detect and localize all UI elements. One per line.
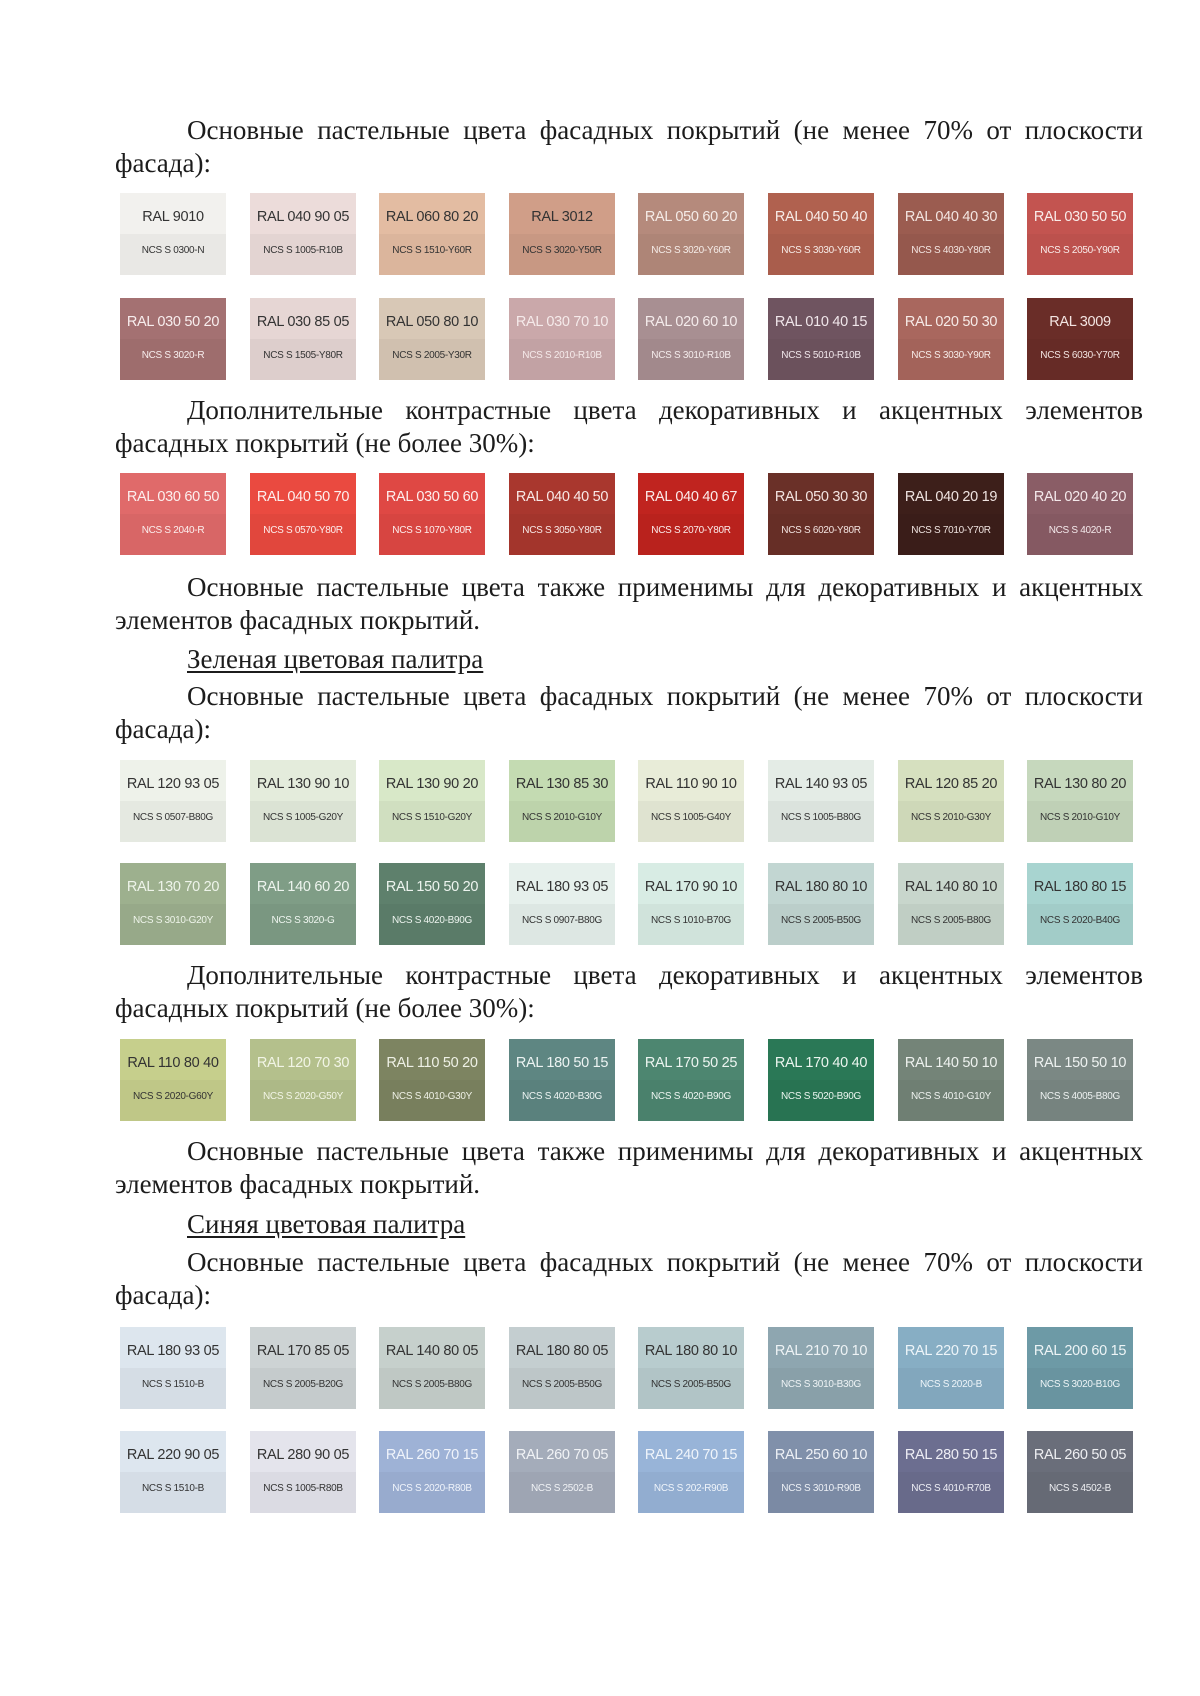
swatch-ncs-code: NCS S 6030-Y70R [1040,350,1120,361]
color-swatch [898,863,1004,945]
color-swatch [1027,1431,1133,1513]
swatch-ral-code: RAL 040 40 30 [904,209,998,225]
swatch-ral-code: RAL 180 93 05 [515,879,609,895]
swatch-ncs-code: NCS S 2020-B40G [1040,915,1120,926]
swatch-ral-code: RAL 050 60 20 [644,209,738,225]
swatch-row [120,298,1140,380]
swatch-ral-code: RAL 050 80 10 [385,314,479,330]
color-swatch [898,1327,1004,1409]
swatch-ral-code: RAL 030 50 50 [1033,209,1127,225]
swatch-ncs-code: NCS S 2020-G60Y [133,1091,213,1102]
swatch-ncs-code: NCS S 2050-Y90R [1040,245,1120,256]
swatch-ral-code: RAL 110 90 10 [645,776,737,792]
swatch-ncs-code: NCS S 2070-Y80R [651,525,731,536]
swatch-ral-code: RAL 9010 [142,209,204,225]
color-swatch [638,1327,744,1409]
color-swatch [379,1431,485,1513]
color-swatch [509,298,615,380]
swatch-ral-code: RAL 020 40 20 [1033,489,1127,505]
swatch-ral-code: RAL 120 93 05 [126,776,220,792]
color-swatch [379,473,485,555]
color-swatch [250,1327,356,1409]
color-swatch [768,298,874,380]
swatch-ncs-code: NCS S 4010-G10Y [911,1091,991,1102]
swatch-ncs-code: NCS S 1510-B [142,1483,204,1494]
swatch-ncs-code: NCS S 2005-B50G [781,915,861,926]
heading-blue-palette: Синяя цветовая палитра [187,1209,466,1239]
swatch-ral-code: RAL 240 70 15 [644,1447,738,1463]
swatch-ral-code: RAL 020 60 10 [644,314,738,330]
swatch-ral-code: RAL 130 80 20 [1033,776,1127,792]
color-swatch [898,473,1004,555]
swatch-ral-code: RAL 180 93 05 [126,1343,220,1359]
color-swatch [768,1039,874,1121]
swatch-ral-code: RAL 280 90 05 [256,1447,350,1463]
swatch-row [120,863,1140,945]
swatch-ncs-code: NCS S 1005-G40Y [651,812,731,823]
swatch-ral-code: RAL 170 85 05 [256,1343,350,1359]
swatch-ral-code: RAL 210 70 10 [774,1343,868,1359]
color-swatch [250,1039,356,1121]
swatch-ral-code: RAL 050 30 30 [774,489,868,505]
color-swatch [509,1327,615,1409]
color-swatch [509,863,615,945]
swatch-ral-code: RAL 040 90 05 [256,209,350,225]
swatch-ncs-code: NCS S 3010-R90B [781,1483,861,1494]
swatch-ral-code: RAL 170 50 25 [644,1055,738,1071]
swatch-ncs-code: NCS S 3050-Y80R [522,525,602,536]
swatch-ral-code: RAL 180 80 15 [1033,879,1127,895]
swatch-ral-code: RAL 040 40 67 [644,489,738,505]
swatch-ral-code: RAL 030 50 20 [126,314,220,330]
swatch-ncs-code: NCS S 5020-B90G [781,1091,861,1102]
swatch-ral-code: RAL 130 70 20 [126,879,220,895]
swatch-ral-code: RAL 040 40 50 [515,489,609,505]
swatch-ncs-code: NCS S 0300-N [141,245,205,256]
color-swatch [250,863,356,945]
paragraph-green-extra: Дополнительные контрастные цвета декоративных и акцентных элементов фасадных покрытий (не более 30%): [115,960,1143,1023]
color-swatch [768,1327,874,1409]
swatch-ral-code: RAL 140 80 05 [385,1343,479,1359]
color-swatch [638,193,744,275]
paragraph-red-main: Основные пастельные цвета фасадных покрытий (не менее 70% от плоскости фасада): [115,115,1143,178]
swatch-ral-code: RAL 120 85 20 [904,776,998,792]
swatch-ncs-code: NCS S 2005-B50G [522,1379,602,1390]
swatch-ncs-code: NCS S 2020-G50Y [263,1091,343,1102]
color-swatch [898,193,1004,275]
color-swatch [768,193,874,275]
swatch-ral-code: RAL 180 80 10 [774,879,868,895]
swatch-ral-code: RAL 3009 [1049,314,1111,330]
color-swatch [250,298,356,380]
swatch-ral-code: RAL 170 40 40 [774,1055,868,1071]
swatch-ral-code: RAL 200 60 15 [1033,1343,1127,1359]
color-swatch [250,760,356,842]
swatch-ncs-code: NCS S 2010-G10Y [1040,812,1120,823]
swatch-ncs-code: NCS S 2005-Y30R [392,350,472,361]
swatch-ncs-code: NCS S 4020-B90G [392,915,472,926]
swatch-ncs-code: NCS S 4010-G30Y [392,1091,472,1102]
color-swatch [379,760,485,842]
swatch-ncs-code: NCS S 3020-R [141,350,205,361]
swatch-ncs-code: NCS S 4020-B90G [651,1091,731,1102]
color-swatch [638,1431,744,1513]
swatch-ral-code: RAL 140 93 05 [774,776,868,792]
swatch-ncs-code: NCS S 2040-R [141,525,205,536]
swatch-ncs-code: NCS S 1005-G20Y [263,812,343,823]
swatch-ral-code: RAL 140 50 10 [904,1055,998,1071]
color-swatch [379,1039,485,1121]
swatch-ncs-code: NCS S 1005-B80G [781,812,861,823]
swatch-row [120,1327,1140,1409]
swatch-ral-code: RAL 130 90 10 [256,776,350,792]
color-swatch [638,1039,744,1121]
swatch-ral-code: RAL 030 70 10 [515,314,609,330]
swatch-ncs-code: NCS S 2010-G10Y [522,812,602,823]
swatch-ral-code: RAL 170 90 10 [644,879,738,895]
swatch-row [120,1431,1140,1513]
swatch-ral-code: RAL 180 80 05 [515,1343,609,1359]
swatch-ral-code: RAL 180 80 10 [644,1343,738,1359]
swatch-ncs-code: NCS S 2005-B80G [911,915,991,926]
color-swatch [638,298,744,380]
color-swatch [898,1431,1004,1513]
color-swatch [250,473,356,555]
swatch-ncs-code: NCS S 3010-G20Y [133,915,213,926]
swatch-ncs-code: NCS S 3020-Y60R [651,245,731,256]
paragraph-blue-main: Основные пастельные цвета фасадных покрытий (не менее 70% от плоскости фасада): [115,1247,1143,1310]
color-swatch [768,863,874,945]
color-swatch [1027,1039,1133,1121]
swatch-ncs-code: NCS S 4005-B80G [1040,1091,1120,1102]
swatch-row [120,473,1140,555]
swatch-ncs-code: NCS S 2020-R80B [392,1483,472,1494]
swatch-ncs-code: NCS S 1510-B [142,1379,204,1390]
swatch-ral-code: RAL 220 70 15 [904,1343,998,1359]
swatch-ncs-code: NCS S 5010-R10B [781,350,861,361]
color-swatch [638,760,744,842]
swatch-ncs-code: NCS S 3010-B30G [781,1379,861,1390]
color-swatch [1027,193,1133,275]
swatch-ncs-code: NCS S 2502-B [531,1483,593,1494]
swatch-ncs-code: NCS S 3020-B10G [1040,1379,1120,1390]
paragraph-green-main: Основные пастельные цвета фасадных покрытий (не менее 70% от плоскости фасада): [115,681,1143,744]
swatch-ncs-code: NCS S 1070-Y80R [392,525,472,536]
color-swatch [379,1327,485,1409]
swatch-ral-code: RAL 020 50 30 [904,314,998,330]
swatch-ncs-code: NCS S 7010-Y70R [911,525,991,536]
swatch-ral-code: RAL 3012 [531,209,593,225]
color-swatch [250,1431,356,1513]
color-swatch [379,193,485,275]
color-swatch [1027,863,1133,945]
swatch-ral-code: RAL 040 50 40 [774,209,868,225]
swatch-ncs-code: NCS S 0907-B80G [522,915,602,926]
swatch-ral-code: RAL 060 80 20 [385,209,479,225]
swatch-ncs-code: NCS S 4020-B30G [522,1091,602,1102]
color-swatch [120,1431,226,1513]
color-swatch [379,863,485,945]
swatch-ncs-code: NCS S 1510-G20Y [392,812,472,823]
swatch-ncs-code: NCS S 1505-Y80R [263,350,343,361]
paragraph-red-note: Основные пастельные цвета также применимы для декоративных и акцентных элементов фасадных покрытий. [115,572,1143,635]
swatch-ral-code: RAL 220 90 05 [126,1447,220,1463]
swatch-ral-code: RAL 130 90 20 [385,776,479,792]
swatch-ncs-code: NCS S 4030-Y80R [911,245,991,256]
swatch-row [120,193,1140,275]
color-swatch [509,193,615,275]
swatch-ncs-code: NCS S 2010-R10B [522,350,602,361]
color-swatch [120,1039,226,1121]
swatch-ncs-code: NCS S 4502-B [1049,1483,1111,1494]
swatch-ral-code: RAL 030 60 50 [126,489,220,505]
color-swatch [638,473,744,555]
swatch-ncs-code: NCS S 1005-R80B [263,1483,343,1494]
swatch-ncs-code: NCS S 1510-Y60R [392,245,472,256]
swatch-ral-code: RAL 140 80 10 [904,879,998,895]
swatch-ral-code: RAL 040 20 19 [904,489,998,505]
color-swatch [120,760,226,842]
swatch-ncs-code: NCS S 3020-Y50R [522,245,602,256]
color-swatch [1027,760,1133,842]
swatch-ral-code: RAL 280 50 15 [904,1447,998,1463]
swatch-ral-code: RAL 150 50 20 [385,879,479,895]
swatch-ncs-code: NCS S 4020-R [1048,525,1112,536]
swatch-ral-code: RAL 110 50 20 [386,1055,478,1071]
color-swatch [120,863,226,945]
swatch-ral-code: RAL 130 85 30 [515,776,609,792]
color-swatch [768,473,874,555]
color-swatch [898,1039,1004,1121]
paragraph-red-extra: Дополнительные контрастные цвета декоративных и акцентных элементов фасадных покрытий (не более 30%): [115,395,1143,458]
swatch-ncs-code: NCS S 202-R90B [653,1483,729,1494]
color-swatch [638,863,744,945]
swatch-ncs-code: NCS S 3030-Y90R [911,350,991,361]
color-swatch [509,1039,615,1121]
swatch-ncs-code: NCS S 2005-B80G [392,1379,472,1390]
color-swatch [768,1431,874,1513]
swatch-ncs-code: NCS S 3010-R10B [651,350,731,361]
color-swatch [768,760,874,842]
swatch-ral-code: RAL 120 70 30 [256,1055,350,1071]
swatch-ncs-code: NCS S 4010-R70B [911,1483,991,1494]
swatch-ncs-code: NCS S 2005-B20G [263,1379,343,1390]
color-swatch [1027,473,1133,555]
color-swatch [509,473,615,555]
swatch-ral-code: RAL 140 60 20 [256,879,350,895]
swatch-ncs-code: NCS S 0570-Y80R [263,525,343,536]
color-swatch [120,473,226,555]
swatch-ncs-code: NCS S 0507-B80G [133,812,213,823]
swatch-ral-code: RAL 180 50 15 [515,1055,609,1071]
swatch-ral-code: RAL 250 60 10 [774,1447,868,1463]
color-swatch [509,760,615,842]
swatch-ral-code: RAL 260 70 15 [385,1447,479,1463]
color-swatch [898,298,1004,380]
swatch-ncs-code: NCS S 1010-B70G [651,915,731,926]
color-swatch [120,193,226,275]
color-swatch [120,298,226,380]
swatch-ral-code: RAL 030 50 60 [385,489,479,505]
color-swatch [1027,298,1133,380]
swatch-ncs-code: NCS S 1005-R10B [263,245,343,256]
color-swatch [120,1327,226,1409]
swatch-ral-code: RAL 030 85 05 [256,314,350,330]
color-swatch [509,1431,615,1513]
swatch-ral-code: RAL 260 50 05 [1033,1447,1127,1463]
color-swatch [1027,1327,1133,1409]
swatch-row [120,1039,1140,1121]
swatch-ncs-code: NCS S 3020-G [271,915,335,926]
color-swatch [379,298,485,380]
color-swatch [898,760,1004,842]
swatch-ncs-code: NCS S 2010-G30Y [911,812,991,823]
swatch-ncs-code: NCS S 2020-B [920,1379,982,1390]
swatch-ral-code: RAL 010 40 15 [774,314,868,330]
swatch-ral-code: RAL 150 50 10 [1033,1055,1127,1071]
swatch-ral-code: RAL 260 70 05 [515,1447,609,1463]
swatch-ral-code: RAL 040 50 70 [256,489,350,505]
swatch-row [120,760,1140,842]
paragraph-green-note: Основные пастельные цвета также применимы для декоративных и акцентных элементов фасадных покрытий. [115,1136,1143,1199]
swatch-ncs-code: NCS S 3030-Y60R [781,245,861,256]
swatch-ral-code: RAL 110 80 40 [127,1055,219,1071]
swatch-ncs-code: NCS S 6020-Y80R [781,525,861,536]
swatch-ncs-code: NCS S 2005-B50G [651,1379,731,1390]
heading-green-palette: Зеленая цветовая палитра [187,644,484,674]
color-swatch [250,193,356,275]
